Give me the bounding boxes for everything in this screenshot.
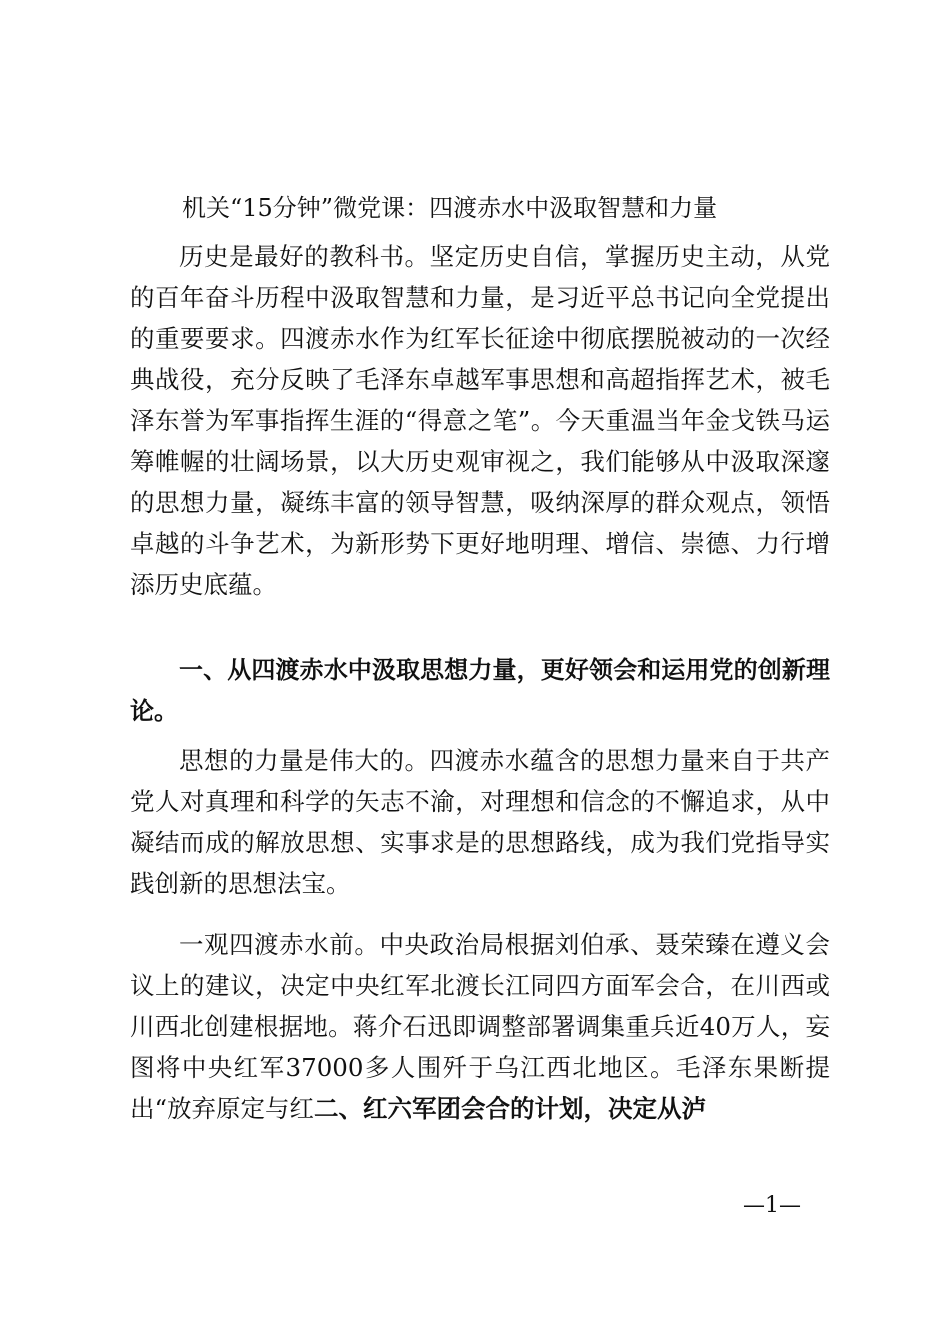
bold-inline-text: 二、红六军团会合的计划，决定从泸 xyxy=(314,1094,707,1123)
document-title: 机关“15分钟”微党课：四渡赤水中汲取智慧和力量 xyxy=(182,194,718,222)
intro-paragraph: 历史是最好的教科书。坚定历史自信，掌握历史主动，从党的百年奋斗历程中汲取智慧和力量，是习近平总书记向全党提出的重要要求。四渡赤水作为红军长征途中彻底摆脱被动的一次经典战役，充分反映了毛泽东卓越军事思想和高超指挥艺术，被毛泽东誉为军事指挥生涯的“得意之笔”。今天重温当年金戈铁马运筹帷幄的壮阔场景，以大历史观审视之，我们能够从中汲取深邃的思想力量，凝练丰富的领导智慧，吸纳深厚的群众观点，领悟卓越的斗争艺术，为新形势下更好地明理、增信、崇德、力行增添历史底蕴。 xyxy=(130,242,830,599)
paragraph-text: 一观四渡赤水前。中央政治局根据刘伯承、聂荣臻在遵义会议上的建议，决定中央红军北渡长江同四方面军会合，在川西或川西北创建根据地。蒋介石迅即调整部署调集重兵近40万人，妄图将中央红军37000多人围歼于乌江西北地区。毛泽东果断提出“放弃原定与红 xyxy=(130,930,830,1123)
section-one-paragraph: 思想的力量是伟大的。四渡赤水蕴含的思想力量来自于共产党人对真理和科学的矢志不渝，对理想和信念的不懈追求，从中凝结而成的解放思想、实事求是的思想路线，成为我们党指导实践创新的思想法宝。 xyxy=(130,746,830,898)
page-number: —1— xyxy=(743,1193,801,1218)
section-one-paragraph-2 xyxy=(130,924,830,1129)
section-heading-one: 一、从四渡赤水中汲取思想力量，更好领会和运用党的创新理论。 xyxy=(130,656,830,725)
